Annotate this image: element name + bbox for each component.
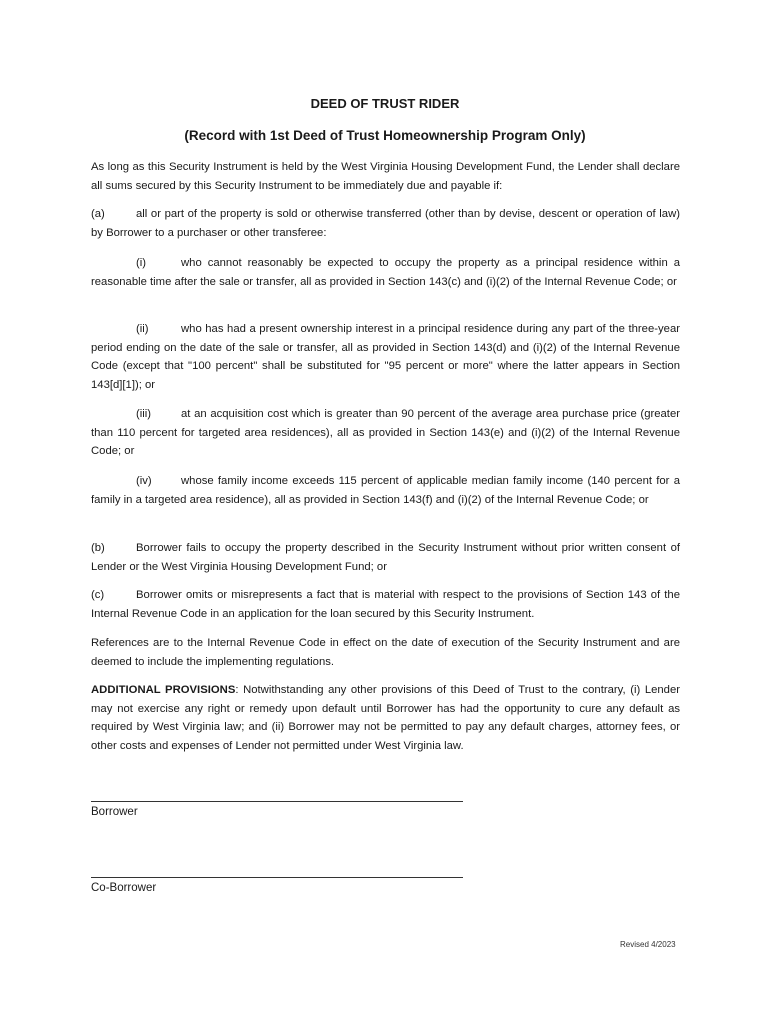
clause-c-label: (c) xyxy=(91,589,105,601)
document-title: DEED OF TRUST RIDER xyxy=(310,96,460,111)
clause-a-text: all or part of the property is sold or otherwise transferred (other than by devise, descent or operation of law) by Borrower to a purchaser or other transferee: xyxy=(91,208,680,239)
subclause-iv-text: whose family income exceeds 115 percent of applicable median family income (140 percent for a family in a targeted area residence), all as provided in Section 143(f) and (i)(2) of the Internal Revenue Code; or xyxy=(91,475,680,506)
co-borrower-signature-line[interactable] xyxy=(91,877,463,878)
clause-a-label: (a) xyxy=(91,208,105,220)
subclause-iv xyxy=(91,472,680,509)
clause-b-text: Borrower fails to occupy the property described in the Security Instrument without prior written consent of Lender or the West Virginia Housing Development Fund; or xyxy=(91,542,680,573)
subclause-iii xyxy=(91,405,680,461)
additional-provisions-text: : Notwithstanding any other provisions of this Deed of Trust to the contrary, (i) Lender may not exercise any right or remedy upon default until Borrower has had the opportunity to cure any default as required by West Virginia law; and (ii) Borrower may not be permitted to pay any default charges, attorney fees, or other costs and expenses of Lender not permitted under West Virginia law. xyxy=(91,684,680,752)
document-subtitle: (Record with 1st Deed of Trust Homeownership Program Only) xyxy=(184,128,586,143)
intro-paragraph: As long as this Security Instrument is held by the West Virginia Housing Development Fund, the Lender shall declare all sums secured by this Security Instrument to be immediately due and payable if: xyxy=(91,161,680,192)
subclause-ii-label: (ii) xyxy=(136,323,149,335)
clause-a xyxy=(91,205,680,242)
additional-provisions-heading: ADDITIONAL PROVISIONS xyxy=(91,684,236,696)
subclause-iii-label: (iii) xyxy=(136,408,152,420)
co-borrower-label: Co-Borrower xyxy=(91,882,157,894)
borrower-label: Borrower xyxy=(91,806,138,818)
subclause-iv-label: (iv) xyxy=(136,475,152,487)
subclause-i xyxy=(91,254,680,291)
clause-b xyxy=(91,539,680,576)
subclause-ii-text: who has had a present ownership interest in a principal residence during any part of the three-year period ending on the date of the sale or transfer, all as provided in Section 143(d) and (i)(2) of the Internal Revenue Code (except that "100 percent" shall be substituted for "95 percent or more" where the latter appears in Section 143[d][1]); or xyxy=(91,323,680,391)
clause-c-text: Borrower omits or misrepresents a fact that is material with respect to the provisions of Section 143 of the Internal Revenue Code in an application for the loan secured by this Security Instrument. xyxy=(91,589,680,620)
subclause-i-label: (i) xyxy=(136,257,147,269)
borrower-signature-line[interactable] xyxy=(91,801,463,802)
references-paragraph: References are to the Internal Revenue Code in effect on the date of execution of the Security Instrument and are deemed to include the implementing regulations. xyxy=(91,637,680,668)
subclause-i-text: who cannot reasonably be expected to occupy the property as a principal residence within a reasonable time after the sale or transfer, all as provided in Section 143(c) and (i)(2) of the Internal Revenue Code; or xyxy=(91,257,680,288)
additional-provisions xyxy=(91,681,680,755)
subclause-iii-text: at an acquisition cost which is greater than 90 percent of the average area purchase price (greater than 110 percent for targeted area residences), all as provided in Section 143(e) and (i)(2) of the Internal Revenue Code; or xyxy=(91,408,680,457)
clause-c xyxy=(91,586,680,623)
clause-b-label: (b) xyxy=(91,542,105,554)
subclause-ii xyxy=(91,320,680,394)
revision-note: Revised 4/2023 xyxy=(620,940,676,949)
